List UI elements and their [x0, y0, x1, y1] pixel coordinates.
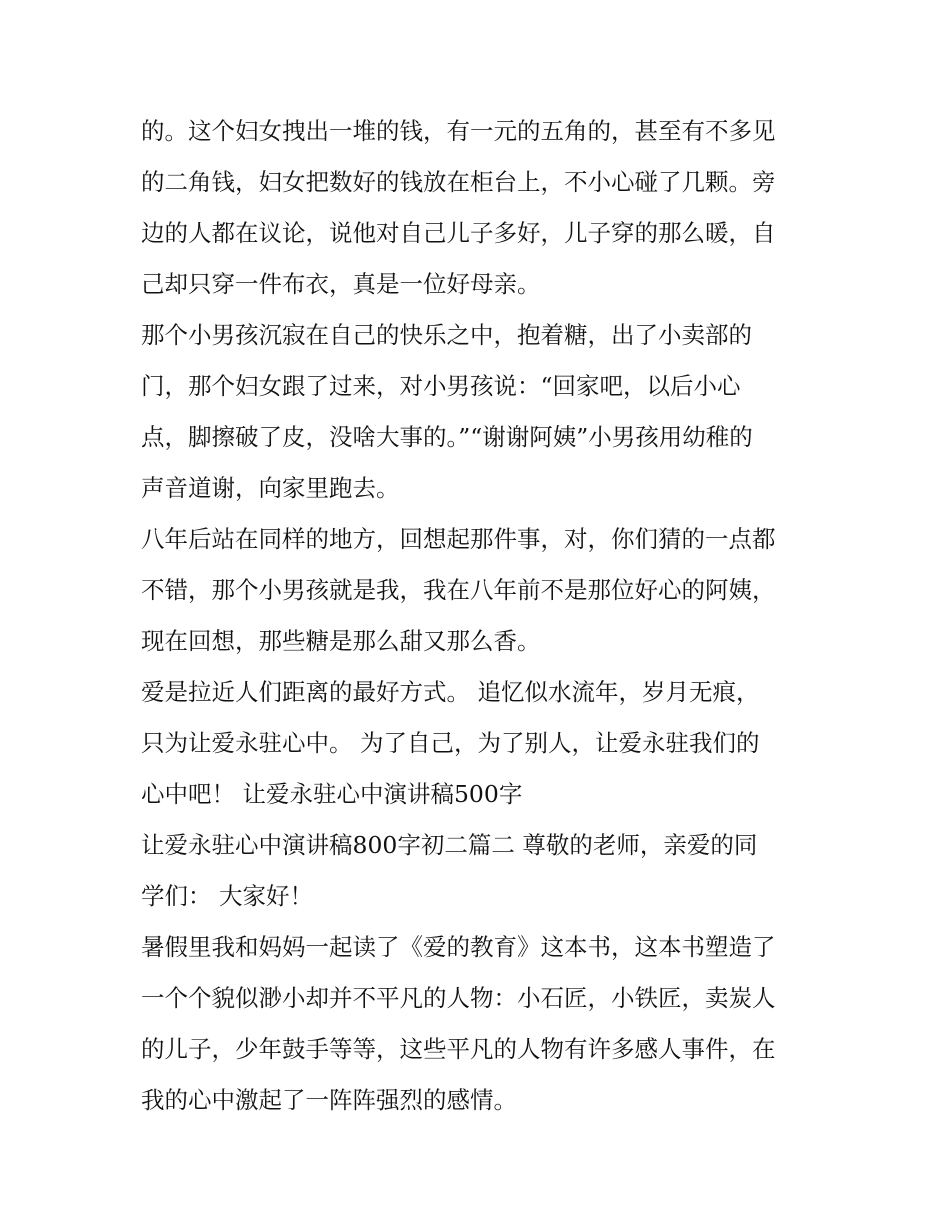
text-line: 不错，那个小男孩就是我，我在八年前不是那位好心的阿姨， [141, 576, 776, 604]
text-line: 让爱永驻心中演讲稿800字初二篇二 尊敬的老师，亲爱的同 [141, 831, 758, 859]
text-line: 那个小男孩沉寂在自己的快乐之中，抱着糖，出了小卖部的 [141, 321, 752, 349]
text-line: 门，那个妇女跟了过来，对小男孩说：“回家吧，以后小心 [141, 372, 741, 400]
text-line: 一个个貌似渺小却并不平凡的人物：小石匠，小铁匠，卖炭人 [141, 984, 776, 1012]
text-line: 点，脚擦破了皮，没啥大事的。”“谢谢阿姨”小男孩用幼稚的 [141, 423, 753, 451]
text-line: 的二角钱，妇女把数好的钱放在柜台上，不小心碰了几颗。旁 [141, 168, 776, 196]
text-line: 的儿子，少年鼓手等等，这些平凡的人物有许多感人事件，在 [141, 1035, 776, 1063]
text-line: 边的人都在议论，说他对自己儿子多好，儿子穿的那么暖，自 [141, 219, 776, 247]
text-line: 只为让爱永驻心中。 为了自己，为了别人，让爱永驻我们的 [141, 729, 760, 757]
text-line: 爱是拉近人们距离的最好方式。 追忆似水流年，岁月无痕， [141, 678, 760, 706]
text-line: 的。这个妇女拽出一堆的钱，有一元的五角的，甚至有不多见 [141, 117, 776, 145]
text-line: 声音道谢，向家里跑去。 [141, 474, 400, 502]
text-line: 现在回想，那些糖是那么甜又那么香。 [141, 627, 541, 655]
text-line: 八年后站在同样的地方，回想起那件事，对，你们猜的一点都 [141, 525, 776, 553]
text-line: 暑假里我和妈妈一起读了《爱的教育》这本书，这本书塑造了 [141, 933, 776, 961]
body-text [141, 106, 821, 1126]
text-line: 我的心中激起了一阵阵强烈的感情。 [141, 1086, 517, 1114]
text-line: 学们： 大家好！ [141, 882, 313, 910]
text-line: 心中吧！ 让爱永驻心中演讲稿500字 [141, 780, 523, 808]
text-line: 己却只穿一件布衣，真是一位好母亲。 [141, 270, 541, 298]
